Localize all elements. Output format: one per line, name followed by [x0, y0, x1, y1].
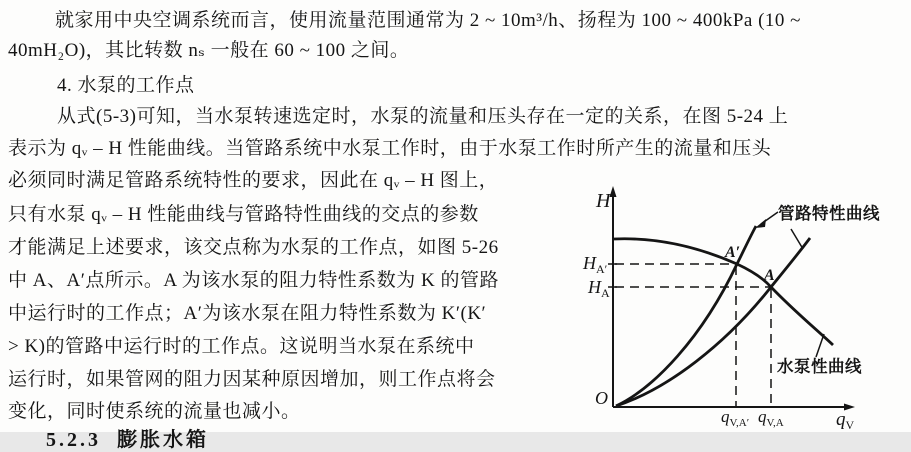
x-axis-label: $q_V$: [836, 409, 855, 432]
origin-label: O: [595, 388, 608, 408]
text-line: 运行时，如果管网的阻力因某种原因增加，则工作点将会: [8, 369, 496, 390]
section-heading: 4. 水泵的工作点: [57, 75, 195, 96]
next-section-heading-clipped: 5.2.3 膨胀水箱: [46, 429, 209, 451]
text-line: 中 A、A′点所示。A 为该水泵的阻力特性系数为 K 的管路: [8, 270, 499, 291]
text-line: 就家用中央空调系统而言，使用流量范围通常为 2 ~ 10m³/h、扬程为 100 ~ 400kPa (10 ~: [55, 10, 801, 31]
q-aprime-label: $q_{V,A'}$: [721, 407, 750, 429]
pump-label-leader: [816, 334, 824, 357]
point-a-prime-label: A′: [725, 244, 741, 261]
text-line: 只有水泵 qᵥ – H 性能曲线与管路特性曲线的交点的参数: [8, 204, 479, 225]
text-line: 40mH₂O)，其比转数 nₛ 一般在 60 ~ 100 之间。: [8, 40, 410, 61]
text-line: 才能满足上述要求，该交点称为水泵的工作点，如图 5-26: [8, 237, 499, 258]
text-line: 从式(5-3)可知，当水泵转速选定时，水泵的流量和压头存在一定的关系，在图 5-24 上: [57, 106, 789, 127]
y-axis-label: H: [596, 190, 611, 212]
y-axis-arrow-icon: [610, 186, 617, 197]
text-line: > K)的管路中运行时的工作点。这说明当水泵在系统中: [8, 336, 475, 357]
text-line: 必须同时满足管路系统特性的要求，因此在 qᵥ – H 图上，: [8, 170, 499, 191]
x-axis-arrow-icon: [844, 404, 855, 411]
point-a-label: A: [764, 267, 775, 284]
pipe-curve-label: 管路特性曲线: [778, 204, 880, 223]
h-aprime-label: $H_{A'}$: [583, 253, 608, 276]
pump-curve-label: 水泵性曲线: [777, 357, 862, 376]
text-line: 中运行时的工作点；A′为该水泵在阻力特性系数为 K′(K′: [8, 303, 487, 324]
pipe-curve-k: [616, 238, 810, 406]
text-line: 表示为 qᵥ – H 性能曲线。当管路系统中水泵工作时，由于水泵工作时所产生的流量和压头: [8, 138, 772, 159]
h-a-label: $H_A$: [588, 277, 610, 300]
pipe-label-leader-arrow-icon: [755, 219, 766, 228]
pipe-label-leader-2: [791, 229, 803, 249]
text-line: 变化，同时使系统的流量也减小。: [8, 401, 301, 422]
q-a-label: $q_{V,A}$: [758, 407, 784, 429]
